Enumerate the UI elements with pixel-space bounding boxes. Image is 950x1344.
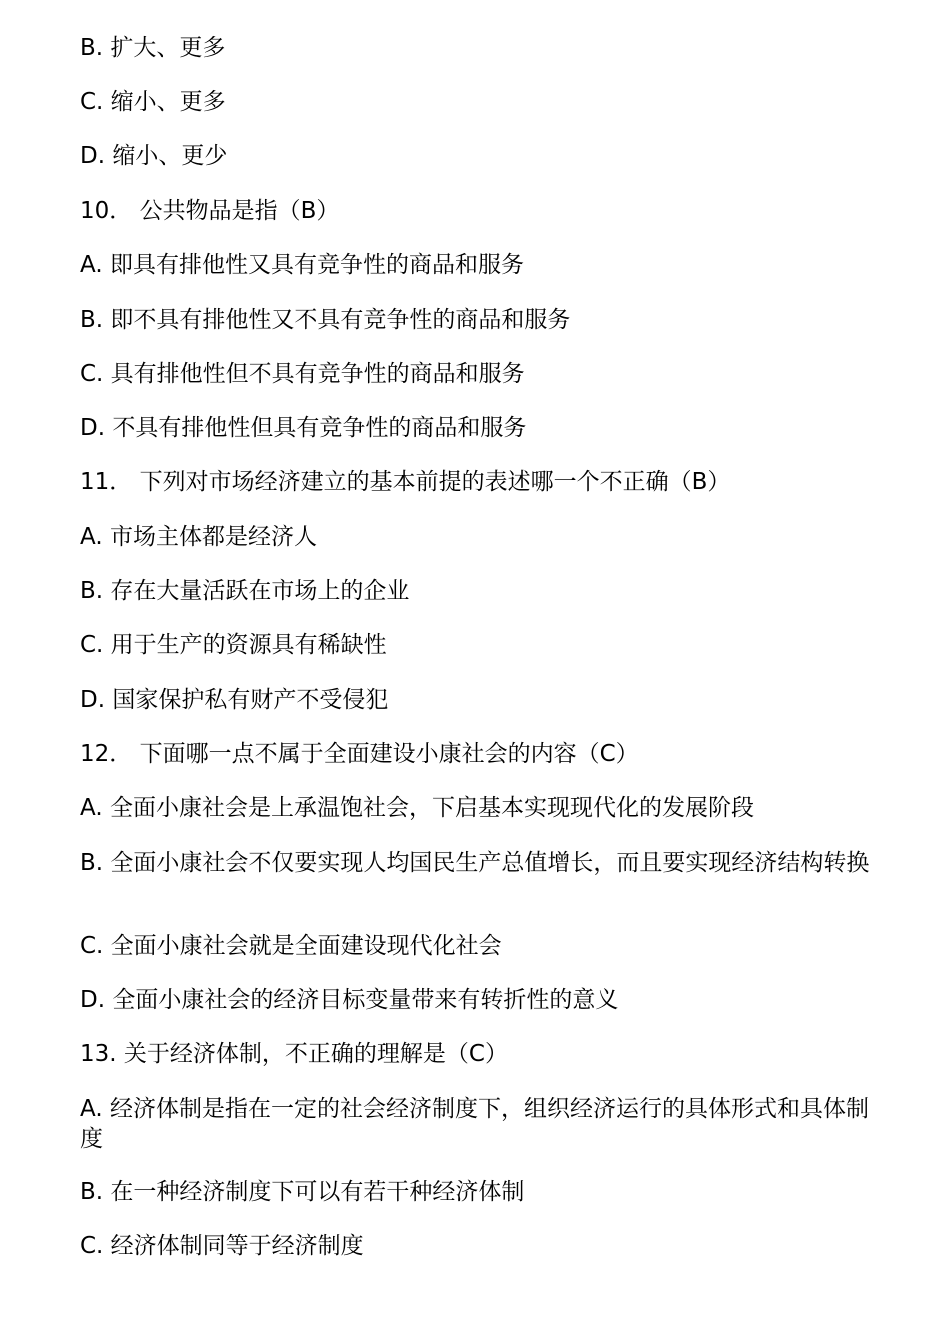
option-11-a: A. 市场主体都是经济人 (80, 524, 317, 550)
option-9-d: D. 缩小、更少 (80, 143, 228, 169)
option-12-d: D. 全面小康社会的经济目标变量带来有转折性的意义 (80, 987, 619, 1013)
option-10-c: C. 具有排他性但不具有竞争性的商品和服务 (80, 361, 525, 387)
option-11-b: B. 存在大量活跃在市场上的企业 (80, 578, 410, 604)
option-13-c: C. 经济体制同等于经济制度 (80, 1233, 364, 1259)
option-9-b: B. 扩大、更多 (80, 35, 226, 61)
question-10: 10． 公共物品是指（B） (80, 198, 340, 224)
question-12: 12． 下面哪一点不属于全面建设小康社会的内容（C） (80, 741, 639, 767)
option-13-b: B. 在一种经济制度下可以有若干种经济体制 (80, 1179, 525, 1205)
option-10-b: B. 即不具有排他性又不具有竞争性的商品和服务 (80, 307, 571, 333)
option-12-c: C. 全面小康社会就是全面建设现代化社会 (80, 933, 502, 959)
question-11: 11． 下列对市场经济建立的基本前提的表述哪一个不正确（B） (80, 469, 731, 495)
option-12-b: B. 全面小康社会不仅要实现人均国民生产总值增长，而且要实现经济结构转换 (80, 850, 870, 876)
option-11-d: D. 国家保护私有财产不受侵犯 (80, 687, 389, 713)
option-9-c: C. 缩小、更多 (80, 89, 226, 115)
question-13: 13. 关于经济体制，不正确的理解是（C） (80, 1041, 508, 1067)
option-13-a: A. 经济体制是指在一定的社会经济制度下，组织经济运行的具体形式和具体制度 (80, 1096, 869, 1152)
option-10-a: A. 即具有排他性又具有竞争性的商品和服务 (80, 252, 524, 278)
option-12-a: A. 全面小康社会是上承温饱社会，下启基本实现现代化的发展阶段 (80, 795, 754, 821)
option-11-c: C. 用于生产的资源具有稀缺性 (80, 632, 387, 658)
option-10-d: D. 不具有排他性但具有竞争性的商品和服务 (80, 415, 527, 441)
